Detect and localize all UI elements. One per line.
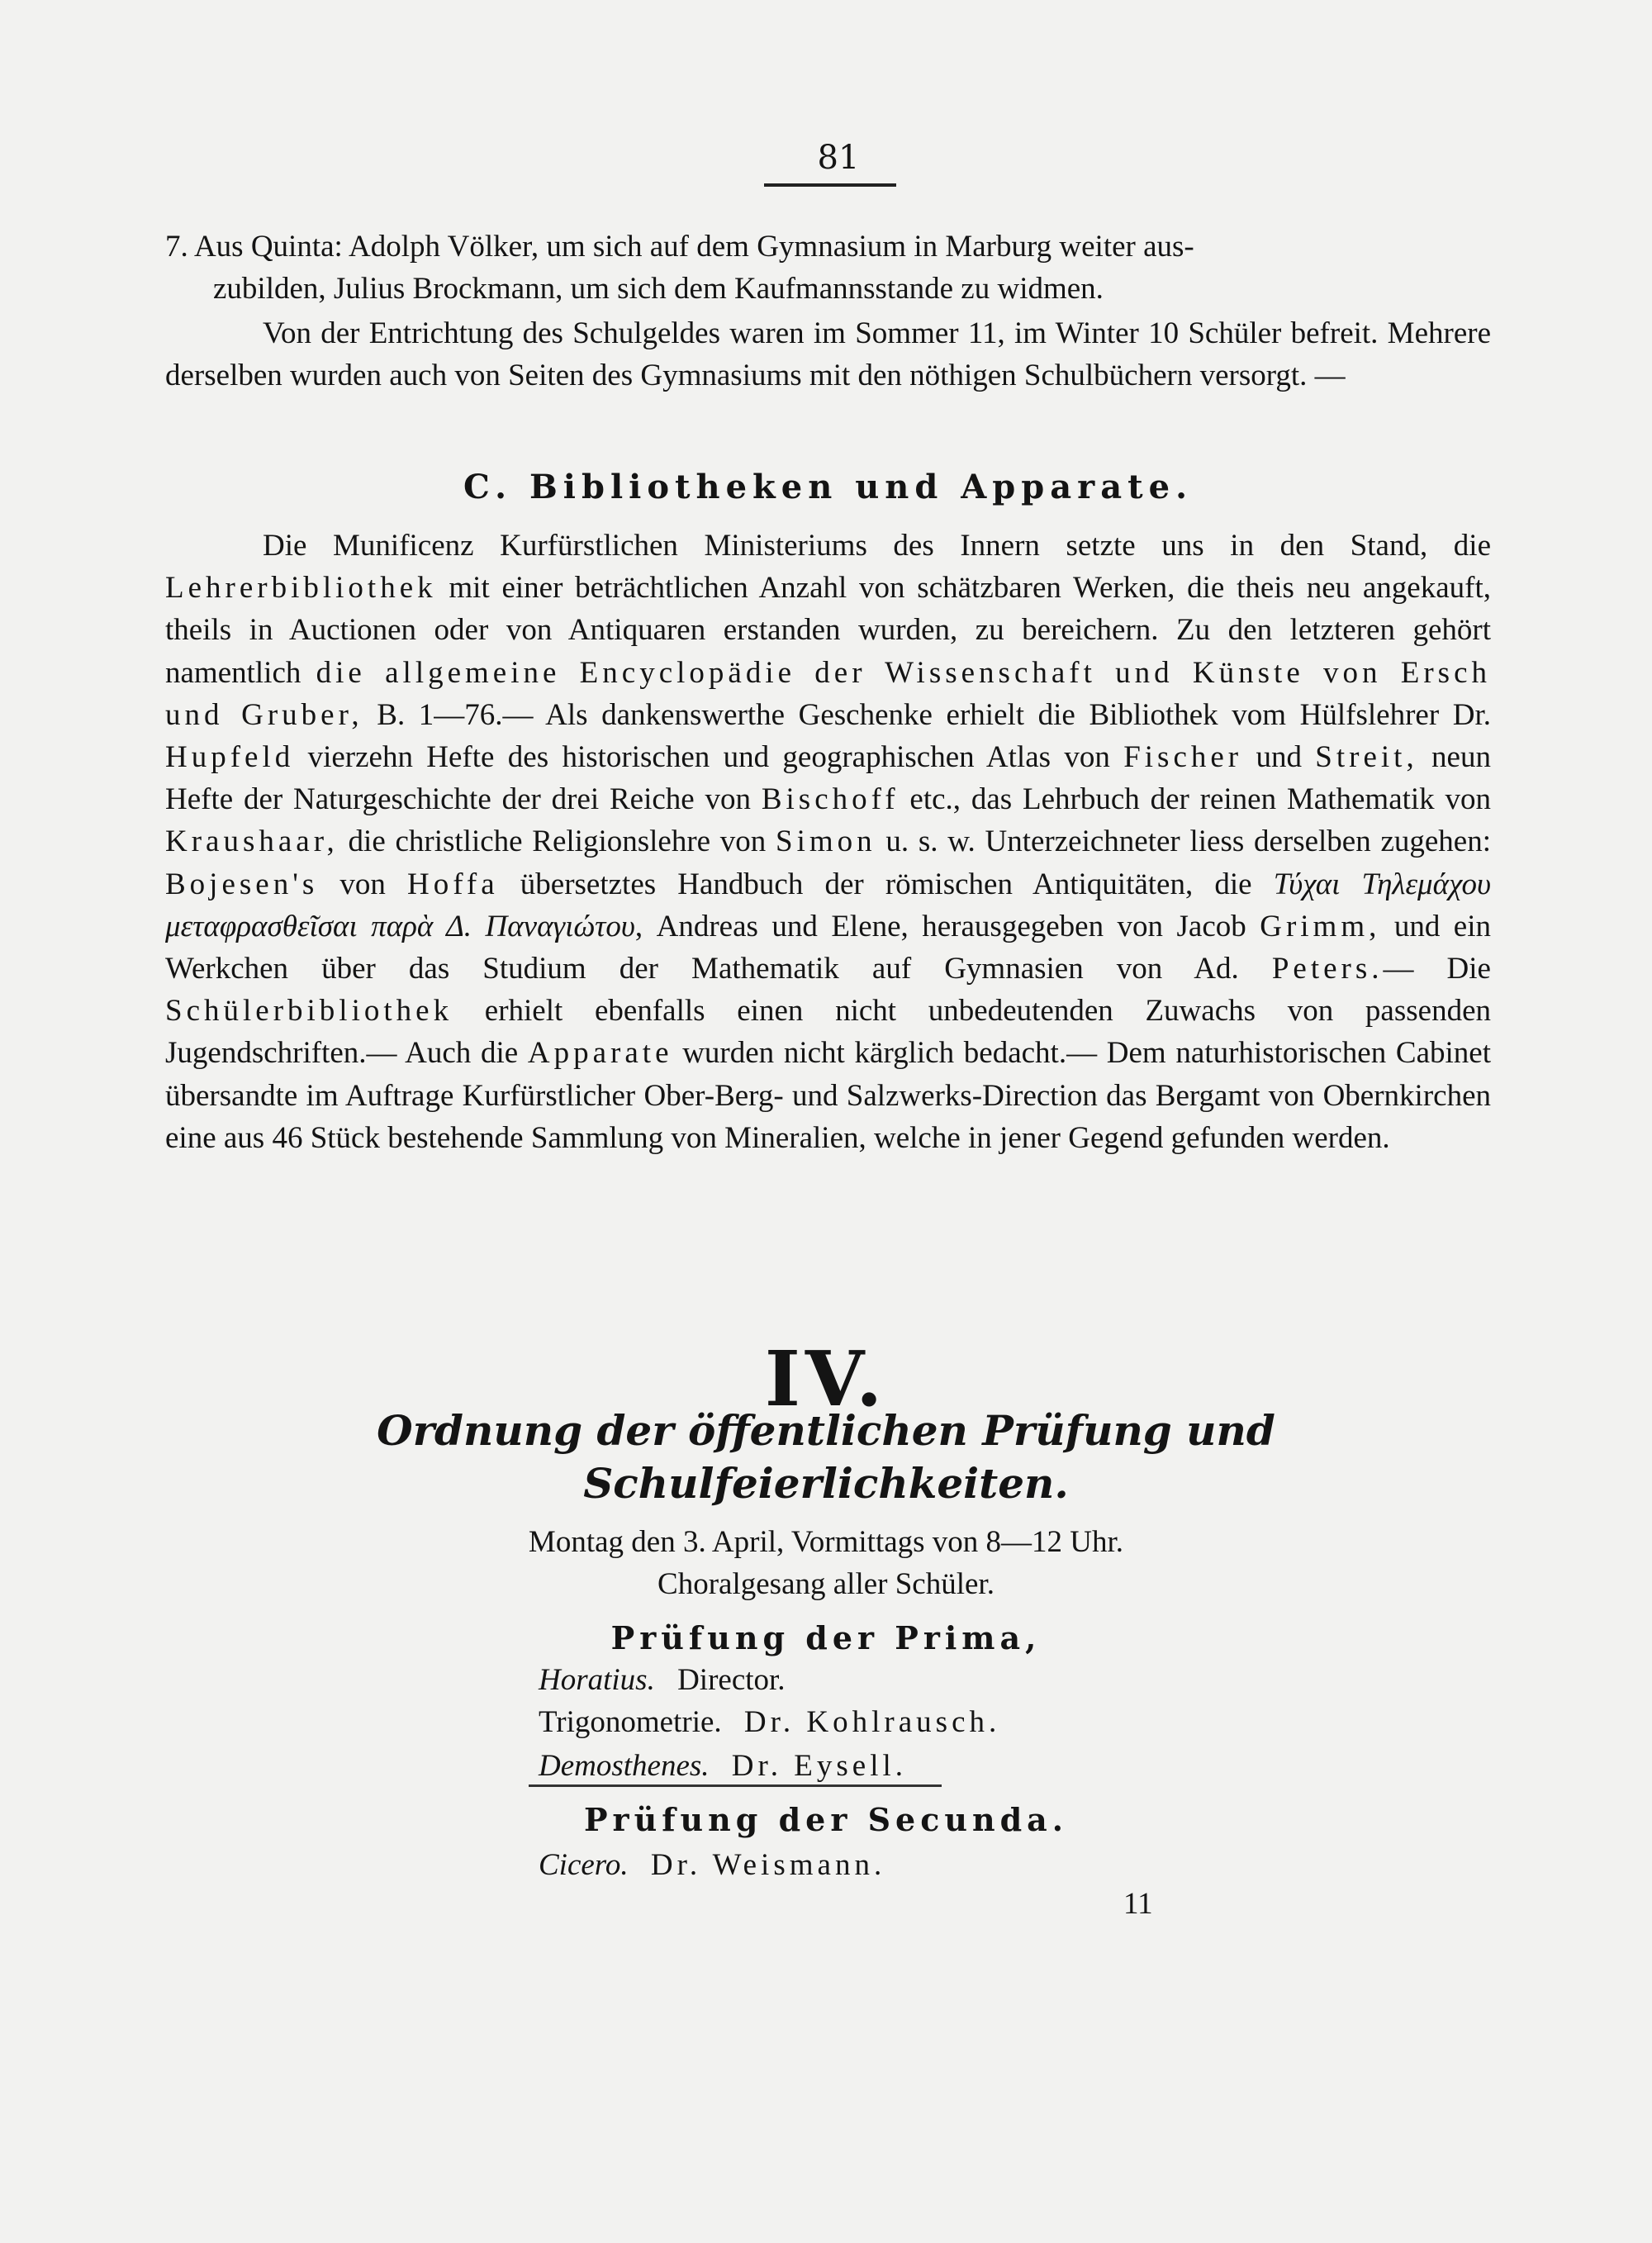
exam-subject: Trigonometrie. — [539, 1705, 722, 1739]
section-iv-title-line-2: Schulfeierlichkeiten. — [583, 1459, 1069, 1508]
biblio-apparate: Apparate — [527, 1036, 673, 1071]
schedule-montag: Montag den 3. April, Vormittags von 8—12 Uhr. — [528, 1525, 1124, 1559]
biblio-text: Die Munificenz Kurfürstlichen Ministeriums des Innern setzte uns in den Stand, die — [263, 529, 1491, 563]
biblio-name-streit: Streit, — [1315, 740, 1418, 775]
biblio-text: übersetztes Handbuch der römischen Antiquitäten, die — [498, 867, 1274, 901]
biblio-text: und — [1242, 740, 1316, 775]
prima-divider — [529, 1784, 942, 1787]
biblio-name-simon: Simon — [776, 824, 876, 859]
exam-row — [539, 1748, 907, 1784]
exam-row — [539, 1704, 1000, 1740]
biblio-text: B. 1—76.— Als dankenswerthe Geschenke erhielt die Bibliothek vom Hülfslehrer Dr. — [363, 697, 1492, 732]
section-iv-title — [248, 1404, 1404, 1510]
schedule-choral: Choralgesang aller Schüler. — [657, 1567, 995, 1601]
biblio-schuelerbibliothek: Schülerbibliothek — [165, 994, 453, 1029]
biblio-text: u. s. w. Unterzeichneter liess derselben zugehen: — [876, 824, 1492, 859]
biblio-name-kraushaar: Kraushaar, — [165, 824, 339, 859]
page-number: 81 — [817, 139, 860, 177]
exam-teacher: Dr. Kohlrausch. — [743, 1705, 1001, 1739]
exam-subject: Demosthenes. — [539, 1749, 710, 1783]
biblio-text: erhielt ebenfalls einen nicht unbedeutenden Zuwachs von passenden Jugendschriften.— Auch die — [165, 994, 1491, 1071]
biblio-text: vierzehn Hefte des historischen und geographischen Atlas von — [294, 740, 1124, 775]
exam-subject: Horatius. — [539, 1663, 655, 1697]
section-c-heading: C. Bibliotheken und Apparate. — [463, 468, 1193, 506]
biblio-text: etc., das Lehrbuch der reinen Mathematik von — [899, 782, 1491, 817]
biblio-text: von — [318, 867, 408, 901]
bibliothek-paragraph — [165, 525, 1491, 1159]
section-iv-numeral: IV. — [764, 1334, 888, 1423]
exam-row — [539, 1847, 885, 1883]
signature-mark: 11 — [1123, 1887, 1153, 1921]
biblio-name-grimm: Grimm, — [1260, 909, 1381, 943]
biblio-text: mit einer beträchtlichen Anzahl von schätzbaren Werken, die theis neu angekauft, theils in Auctionen oder von Antiquaren erstanden wurden, zu bereichern. Zu den letzteren gehört namentlich — [165, 571, 1491, 690]
exam-teacher: Director. — [677, 1663, 786, 1697]
biblio-text: neun Hefte der Naturgeschichte der drei Reiche von — [165, 740, 1491, 817]
biblio-name-bischoff: Bischoff — [761, 782, 900, 817]
quinta-paragraph — [165, 226, 1491, 310]
exam-prima-heading: Prüfung der Prima, — [610, 1619, 1042, 1656]
exam-subject: Cicero. — [539, 1848, 629, 1882]
biblio-lehrerbibliothek: Lehrerbibliothek — [165, 571, 437, 606]
page-number-rule — [764, 183, 896, 187]
biblio-name-fischer: Fischer — [1123, 740, 1243, 775]
biblio-encyclopaedie: die allgemeine Encyclopädie der Wissenschaft und Künste von Ersch und Gruber, — [165, 655, 1491, 732]
exam-teacher: Dr. Eysell. — [731, 1749, 908, 1783]
biblio-text: — Die — [1383, 952, 1491, 986]
biblio-text: und ein Werkchen über das Studium der Mathematik auf Gymnasien von Ad. — [165, 909, 1491, 986]
exam-teacher: Dr. Weismann. — [650, 1848, 886, 1882]
biblio-name-hoffa: Hoffa — [407, 867, 499, 901]
quinta-line-2: zubilden, Julius Brockmann, um sich dem Kaufmannsstande zu widmen. — [213, 272, 1104, 306]
biblio-text: die christliche Religionslehre von — [338, 824, 776, 859]
biblio-name-hupfeld: Hupfeld — [165, 740, 295, 775]
biblio-name-peters: Peters. — [1271, 952, 1384, 986]
biblio-text: , Andreas und Elene, herausgegeben von Jacob — [634, 909, 1260, 943]
schulgeld-paragraph: Von der Entrichtung des Schulgeldes waren im Sommer 11, im Winter 10 Schüler befreit. Mehrere derselben wurden auch von Seiten des Gymnasiums mit den nöthigen Schulbüchern versorgt. — — [165, 316, 1491, 392]
biblio-text: wurden nicht kärglich bedacht.— Dem naturhistorischen Cabinet übersandte im Auftrage Kurfürstlicher Ober-Berg- und Salzwerks-Direction das Bergamt von Obernkirchen eine aus 46 Stück bestehende Sammlung von Mineralien, welche in jener Gegend gefunden werden. — [165, 1036, 1491, 1155]
exam-secunda-heading: Prüfung der Secunda. — [583, 1801, 1069, 1838]
biblio-name-bojesen: Bojesen's — [165, 867, 319, 901]
exam-row — [539, 1662, 786, 1698]
section-iv-title-line-1: Ordnung der öffentlichen Prüfung und — [377, 1406, 1275, 1455]
biblio-greek-title: Τύχαι Τηλεμάχου μεταφρασθεῖσαι παρὰ Δ. Παναγιώτου — [165, 867, 1492, 943]
quinta-line-1: 7. Aus Quinta: Adolph Völker, um sich auf dem Gymnasium in Marburg weiter aus- — [165, 230, 1194, 264]
